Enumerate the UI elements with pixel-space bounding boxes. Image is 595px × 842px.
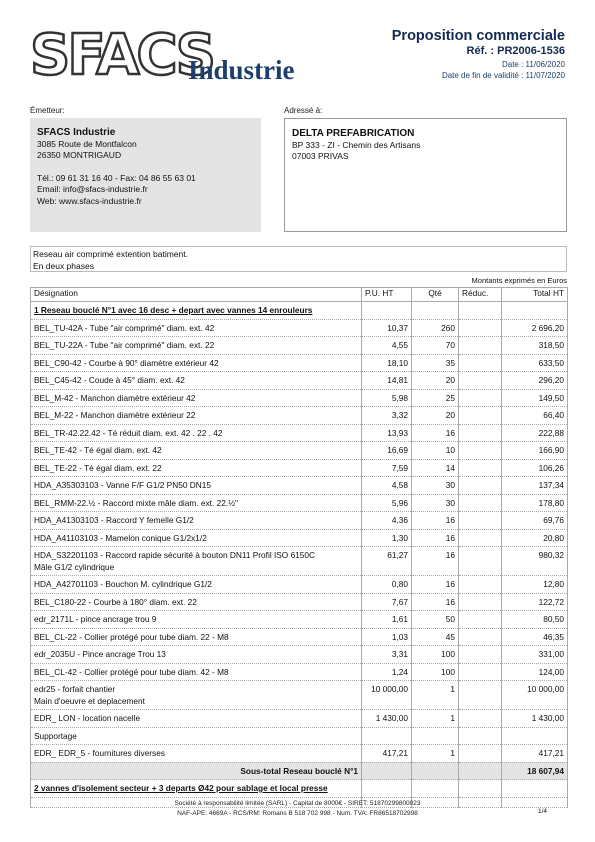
reduction-cell xyxy=(459,424,502,442)
total-cell-text: 296,20 xyxy=(538,375,564,385)
emitter-box xyxy=(30,118,261,232)
quantity-cell xyxy=(412,459,459,477)
designation-cell xyxy=(31,407,362,425)
unit-price-cell xyxy=(362,547,412,576)
total-cell-text: 10 000,00 xyxy=(527,684,564,694)
quantity-cell xyxy=(412,663,459,681)
unit-price-cell xyxy=(362,745,412,763)
designation-cell xyxy=(31,611,362,629)
unit-price-cell xyxy=(362,681,412,710)
unit-price-cell-text: 3,32 xyxy=(391,410,408,420)
company-logo xyxy=(30,23,320,88)
total-cell xyxy=(502,337,568,355)
unit-price-cell xyxy=(362,663,412,681)
unit-price-cell-text: 1,61 xyxy=(391,614,408,624)
reduction-cell xyxy=(459,407,502,425)
quantity-cell xyxy=(412,302,459,320)
total-cell xyxy=(502,372,568,390)
designation-second-line: Main d'oeuvre et deplacement xyxy=(34,695,145,706)
emitter-phone: Tél.: 09 61 31 16 40 - Fax: 04 86 55 63 01 xyxy=(37,172,196,183)
total-cell-text: 124,00 xyxy=(538,666,564,677)
total-cell xyxy=(502,628,568,646)
table-row xyxy=(31,459,568,477)
total-cell-text: 46,35 xyxy=(543,631,564,642)
designation-cell xyxy=(31,646,362,664)
quantity-cell-text: 30 xyxy=(445,480,455,490)
table-body xyxy=(31,302,568,808)
document-header xyxy=(392,29,565,80)
recipient-box xyxy=(284,118,567,232)
quantity-cell xyxy=(412,646,459,664)
unit-price-cell xyxy=(362,319,412,337)
quantity-cell xyxy=(412,547,459,576)
page-number: 1/4 xyxy=(537,808,547,815)
unit-price-cell-text: 7,59 xyxy=(391,462,408,473)
emitter-address-line2: 26350 MONTRIGAUD xyxy=(37,150,122,161)
unit-price-cell-text: 7,67 xyxy=(391,596,408,607)
recipient-address-line1: BP 333 - ZI - Chemin des Artisans xyxy=(292,140,421,150)
total-cell-text: 12,80 xyxy=(543,579,564,589)
quantity-cell-text: 35 xyxy=(445,357,455,368)
designation-cell xyxy=(31,459,362,477)
quantity-cell-text: 260 xyxy=(441,322,455,333)
currency-note: Montants exprimés en Euros xyxy=(471,276,567,285)
quantity-cell-text: 14 xyxy=(445,462,455,473)
total-cell xyxy=(502,593,568,611)
reduction-cell xyxy=(459,494,502,512)
quantity-cell-text: 1 xyxy=(450,713,455,723)
unit-price-cell xyxy=(362,646,412,664)
total-cell-text: 331,00 xyxy=(538,649,564,659)
unit-price-cell xyxy=(362,512,412,530)
quantity-cell-text: 10 xyxy=(445,445,455,455)
total-cell-text: 1 430,00 xyxy=(531,713,564,723)
reduction-cell xyxy=(459,529,502,547)
quantity-cell xyxy=(412,745,459,763)
unit-price-cell-text: 10,37 xyxy=(387,322,408,333)
total-cell xyxy=(502,442,568,460)
total-cell-text: 149,50 xyxy=(538,392,564,403)
unit-price-cell xyxy=(362,576,412,594)
total-cell-text: 318,50 xyxy=(538,340,564,350)
total-cell xyxy=(502,611,568,629)
table-row xyxy=(31,646,568,664)
reduction-cell xyxy=(459,512,502,530)
quantity-cell xyxy=(412,442,459,460)
designation-cell xyxy=(31,512,362,530)
designation-cell xyxy=(31,663,362,681)
unit-price-cell xyxy=(362,710,412,728)
unit-price-cell-text: 0,80 xyxy=(391,579,408,589)
quantity-cell xyxy=(412,727,459,745)
subtotal-row xyxy=(31,762,568,780)
designation-cell-text: BEL_CL-22 - Collier protégé pour tube diam. 22 - M8 xyxy=(34,631,229,642)
unit-price-cell-text: 61,27 xyxy=(387,550,408,560)
quantity-cell-text: 45 xyxy=(445,631,455,642)
total-cell xyxy=(502,780,568,798)
items-table xyxy=(30,287,568,808)
table-row xyxy=(31,512,568,530)
total-cell-text: 166,90 xyxy=(538,445,564,455)
quantity-cell xyxy=(412,407,459,425)
total-cell xyxy=(502,663,568,681)
total-cell-text: 417,21 xyxy=(538,748,564,758)
total-cell xyxy=(502,477,568,495)
designation-cell xyxy=(31,745,362,763)
quantity-cell xyxy=(412,512,459,530)
quantity-cell-text: 16 xyxy=(445,515,455,525)
designation-cell-text: BEL_TU-42A - Tube "air comprimé" diam. ext. 42 xyxy=(34,322,215,333)
reduction-cell xyxy=(459,477,502,495)
designation-cell-text: BEL_M-22 - Manchon diamètre extérieur 22 xyxy=(34,410,196,420)
unit-price-cell-text: 13,93 xyxy=(387,427,408,438)
total-cell-text: 69,76 xyxy=(543,515,564,525)
total-cell xyxy=(502,512,568,530)
reduction-cell xyxy=(459,646,502,664)
reduction-cell xyxy=(459,302,502,320)
unit-price-cell-text: 1 430,00 xyxy=(375,713,408,723)
section-row xyxy=(31,780,568,798)
quantity-cell-text: 50 xyxy=(445,614,455,624)
unit-price-cell-text: 3,31 xyxy=(391,649,408,659)
designation-cell xyxy=(31,681,362,710)
designation-cell-text: Sous-total Reseau bouclé N°1 xyxy=(240,765,358,776)
unit-price-cell-text: 4,58 xyxy=(391,480,408,490)
table-row xyxy=(31,477,568,495)
unit-price-cell-text: 417,21 xyxy=(382,748,408,758)
total-cell xyxy=(502,354,568,372)
table-row xyxy=(31,745,568,763)
designation-cell-text: BEL_RMM-22.½ - Raccord mixte mâle diam. ext. 22.½" xyxy=(34,497,238,508)
legal-footer xyxy=(0,799,595,818)
total-cell xyxy=(502,424,568,442)
quantity-cell xyxy=(412,424,459,442)
quantity-cell-text: 25 xyxy=(445,392,455,403)
unit-price-cell-text: 4,55 xyxy=(391,340,408,350)
logo-industrie-text: Industrie xyxy=(188,55,295,85)
quantity-cell-text: 30 xyxy=(445,497,455,508)
quantity-cell xyxy=(412,780,459,798)
table-row xyxy=(31,407,568,425)
total-cell-text: 178,80 xyxy=(538,497,564,508)
designation-cell-text: HDA_A41103103 - Mamelon conique G1/2x1/2 xyxy=(34,532,207,543)
total-cell xyxy=(502,459,568,477)
quantity-cell-text: 1 xyxy=(450,684,455,694)
quantity-cell xyxy=(412,337,459,355)
emitter-label: Émetteur: xyxy=(30,106,65,115)
table-row xyxy=(31,424,568,442)
reduction-cell xyxy=(459,389,502,407)
quantity-cell-text: 16 xyxy=(445,579,455,589)
designation-cell-text: BEL_C180-22 - Courbe à 180° diam. ext. 22 xyxy=(34,596,197,607)
designation-cell-text: Supportage xyxy=(34,730,77,741)
unit-price-cell-text: 16,69 xyxy=(387,445,408,455)
table-row xyxy=(31,372,568,390)
footer-line2: NAF-APE: 4669A - RCS/RM: Romans B 518 702 998 - Num. TVA: FR86518702998 xyxy=(177,809,418,817)
designation-cell-text: 2 vannes d'isolement secteur + 3 departs Ø42 pour sablage et local presse xyxy=(34,783,328,793)
header-total: Total HT xyxy=(502,288,568,302)
unit-price-cell xyxy=(362,372,412,390)
quantity-cell xyxy=(412,628,459,646)
quantity-cell-text: 16 xyxy=(445,532,455,543)
unit-price-cell xyxy=(362,337,412,355)
unit-price-cell-text: 1,03 xyxy=(391,631,408,642)
unit-price-cell-text: 18,10 xyxy=(387,357,408,368)
unit-price-cell xyxy=(362,529,412,547)
quantity-cell xyxy=(412,319,459,337)
quantity-cell xyxy=(412,389,459,407)
total-cell-text: 222,88 xyxy=(538,427,564,438)
designation-cell xyxy=(31,494,362,512)
designation-cell-text: BEL_CL-42 - Collier protégé pour tube diam. 42 - M8 xyxy=(34,666,229,677)
total-cell-text: 122,72 xyxy=(538,596,564,607)
designation-cell xyxy=(31,372,362,390)
header-designation: Désignation xyxy=(31,288,362,302)
reduction-cell xyxy=(459,663,502,681)
quantity-cell-text: 70 xyxy=(445,340,455,350)
reduction-cell xyxy=(459,354,502,372)
table-row xyxy=(31,337,568,355)
reduction-cell xyxy=(459,780,502,798)
table-header-row xyxy=(31,288,568,302)
designation-cell-text: HDA_A42701103 - Bouchon M. cylindrique G1/2 xyxy=(34,579,212,589)
unit-price-cell xyxy=(362,407,412,425)
reduction-cell xyxy=(459,547,502,576)
designation-cell-text: edr_2035U - Pince ancrage Trou 13 xyxy=(34,649,166,659)
quantity-cell xyxy=(412,372,459,390)
quantity-cell xyxy=(412,354,459,372)
unit-price-cell xyxy=(362,354,412,372)
total-cell xyxy=(502,710,568,728)
table-row xyxy=(31,494,568,512)
quantity-cell-text: 100 xyxy=(441,649,455,659)
unit-price-cell xyxy=(362,727,412,745)
designation-cell xyxy=(31,319,362,337)
validity-date: Date de fin de validité : 11/07/2020 xyxy=(441,71,565,80)
total-cell xyxy=(502,407,568,425)
designation-cell-text: BEL_TR-42.22.42 - Té réduit diam. ext. 42 . 22 . 42 xyxy=(34,427,223,438)
table-row xyxy=(31,593,568,611)
quantity-cell xyxy=(412,710,459,728)
emitter-address-line1: 3085 Route de Montfalcon xyxy=(37,139,137,149)
table-row xyxy=(31,681,568,710)
designation-cell-text: HDA_A41303103 - Raccord Y femelle G1/2 xyxy=(34,515,194,525)
quantity-cell xyxy=(412,762,459,780)
unit-price-cell xyxy=(362,424,412,442)
description-line2: En deux phases xyxy=(33,260,94,271)
designation-cell xyxy=(31,576,362,594)
designation-cell-text: HDA_A35303103 - Vanne F/F G1/2 PN50 DN15 xyxy=(34,480,211,490)
unit-price-cell xyxy=(362,762,412,780)
reduction-cell xyxy=(459,762,502,780)
total-cell-text: 106,26 xyxy=(538,462,564,473)
unit-price-cell xyxy=(362,628,412,646)
reduction-cell xyxy=(459,681,502,710)
document-date: Date : 11/06/2020 xyxy=(501,60,565,69)
quantity-cell xyxy=(412,576,459,594)
designation-cell xyxy=(31,780,362,798)
designation-cell-text: HDA_S32201103 - Raccord rapide sécurité à bouton DN11 Profil ISO 6150C xyxy=(34,550,316,560)
designation-cell xyxy=(31,337,362,355)
table-row xyxy=(31,442,568,460)
total-cell-text: 20,80 xyxy=(543,532,564,543)
quantity-cell-text: 100 xyxy=(441,666,455,677)
footer-line1: Société à responsabilité limitée (SARL) - Capital de 8000€ - SIRET: 51870299800023 xyxy=(174,800,421,807)
quantity-cell-text: 16 xyxy=(445,427,455,438)
unit-price-cell xyxy=(362,477,412,495)
total-cell-text: 137,34 xyxy=(538,480,564,490)
quantity-cell xyxy=(412,593,459,611)
designation-cell xyxy=(31,727,362,745)
header-quantity: Qté xyxy=(412,288,459,302)
table-row xyxy=(31,389,568,407)
unit-price-cell xyxy=(362,780,412,798)
designation-cell xyxy=(31,710,362,728)
recipient-label: Adressé à: xyxy=(284,106,323,115)
project-description xyxy=(30,246,567,272)
total-cell xyxy=(502,319,568,337)
designation-cell-text: edr25 - forfait chantier xyxy=(34,684,116,694)
designation-cell xyxy=(31,354,362,372)
table-row xyxy=(31,576,568,594)
header-unit-price: P.U. HT xyxy=(362,288,412,302)
unit-price-cell-text: 4,36 xyxy=(391,515,408,525)
unit-price-cell-text: 14,81 xyxy=(387,375,408,385)
designation-cell-text: EDR_ EDR_5 - fournitures diverses xyxy=(34,748,165,758)
total-cell xyxy=(502,494,568,512)
total-cell xyxy=(502,389,568,407)
table-row xyxy=(31,710,568,728)
table-row xyxy=(31,611,568,629)
reduction-cell xyxy=(459,611,502,629)
table-row xyxy=(31,529,568,547)
designation-cell-text: BEL_TE-22 - Té égal diam. ext. 22 xyxy=(34,462,162,473)
reduction-cell xyxy=(459,337,502,355)
quantity-cell-text: 1 xyxy=(450,748,455,758)
section-row xyxy=(31,302,568,320)
table-row xyxy=(31,663,568,681)
total-cell xyxy=(502,762,568,780)
designation-cell xyxy=(31,424,362,442)
reduction-cell xyxy=(459,442,502,460)
unit-price-cell xyxy=(362,494,412,512)
designation-cell xyxy=(31,442,362,460)
designation-cell xyxy=(31,762,362,780)
reduction-cell xyxy=(459,576,502,594)
recipient-name: DELTA PREFABRICATION xyxy=(292,128,415,139)
document-reference: Réf. : PR2006-1536 xyxy=(466,45,565,57)
total-cell xyxy=(502,646,568,664)
total-cell-text: 80,50 xyxy=(543,614,564,624)
unit-price-cell-text: 1,30 xyxy=(391,532,408,543)
quantity-cell-text: 16 xyxy=(445,550,455,560)
total-cell xyxy=(502,745,568,763)
total-cell-text: 980,32 xyxy=(538,550,564,560)
unit-price-cell-text: 5,96 xyxy=(391,497,408,508)
total-cell xyxy=(502,547,568,576)
table-row xyxy=(31,354,568,372)
designation-cell xyxy=(31,547,362,576)
total-cell-text: 2 696,20 xyxy=(531,322,564,333)
recipient-address-line2: 07003 PRIVAS xyxy=(292,151,349,162)
designation-cell xyxy=(31,477,362,495)
unit-price-cell xyxy=(362,611,412,629)
table-row xyxy=(31,727,568,745)
reduction-cell xyxy=(459,628,502,646)
quantity-cell xyxy=(412,529,459,547)
unit-price-cell-text: 1,24 xyxy=(391,666,408,677)
designation-cell-text: edr_2171L - pince ancrage trou 9 xyxy=(34,614,157,624)
designation-cell-text: BEL_C45-42 - Coude à 45° diam. ext. 42 xyxy=(34,375,185,385)
designation-cell xyxy=(31,389,362,407)
emitter-web: Web: www.sfacs-industrie.fr xyxy=(37,195,142,206)
total-cell xyxy=(502,576,568,594)
designation-cell xyxy=(31,628,362,646)
total-cell-text: 66,40 xyxy=(543,410,564,420)
logo-sfacs-text: SFACS xyxy=(30,23,213,88)
reduction-cell xyxy=(459,372,502,390)
quantity-cell xyxy=(412,494,459,512)
total-cell xyxy=(502,302,568,320)
designation-cell-text: EDR_ LON - location nacelle xyxy=(34,713,141,723)
unit-price-cell xyxy=(362,593,412,611)
quantity-cell-text: 16 xyxy=(445,596,455,607)
quantity-cell xyxy=(412,477,459,495)
description-line1: Reseau air comprimé extention batiment. xyxy=(33,249,188,259)
designation-cell xyxy=(31,593,362,611)
total-cell xyxy=(502,681,568,710)
table-row xyxy=(31,547,568,576)
unit-price-cell xyxy=(362,302,412,320)
table-row xyxy=(31,319,568,337)
designation-second-line: Mâle G1/2 cylindrique xyxy=(34,561,115,572)
table-row xyxy=(31,628,568,646)
total-cell-text: 633,50 xyxy=(538,357,564,368)
reduction-cell xyxy=(459,710,502,728)
unit-price-cell xyxy=(362,389,412,407)
quantity-cell-text: 20 xyxy=(445,375,455,385)
designation-cell-text: BEL_C90-42 - Courbe à 90° diamètre extérieur 42 xyxy=(34,357,219,368)
designation-cell xyxy=(31,302,362,320)
designation-cell-text: BEL_TE-42 - Té égal diam. ext. 42 xyxy=(34,445,162,455)
unit-price-cell xyxy=(362,459,412,477)
designation-cell-text: 1 Reseau bouclé N°1 avec 16 desc + depart avec vannes 14 enrouleurs xyxy=(34,305,313,315)
quantity-cell-text: 20 xyxy=(445,410,455,420)
designation-cell xyxy=(31,529,362,547)
emitter-email: Email: info@sfacs-industrie.fr xyxy=(37,184,148,195)
reduction-cell xyxy=(459,727,502,745)
reduction-cell xyxy=(459,459,502,477)
reduction-cell xyxy=(459,593,502,611)
quantity-cell xyxy=(412,681,459,710)
designation-cell-text: BEL_M-42 - Manchon diamètre extérieur 42 xyxy=(34,392,196,403)
document-title: Proposition commerciale xyxy=(391,28,565,44)
reduction-cell xyxy=(459,745,502,763)
quantity-cell xyxy=(412,611,459,629)
total-cell xyxy=(502,529,568,547)
unit-price-cell-text: 10 000,00 xyxy=(371,684,408,694)
total-cell-text: 18 607,94 xyxy=(527,765,564,776)
emitter-name: SFACS Industrie xyxy=(37,127,116,138)
total-cell xyxy=(502,727,568,745)
header-reduction: Réduc. xyxy=(459,288,502,302)
reduction-cell xyxy=(459,319,502,337)
designation-cell-text: BEL_TU-22A - Tube "air comprimé" diam. ext. 22 xyxy=(34,340,215,350)
unit-price-cell xyxy=(362,442,412,460)
unit-price-cell-text: 5,98 xyxy=(391,392,408,403)
